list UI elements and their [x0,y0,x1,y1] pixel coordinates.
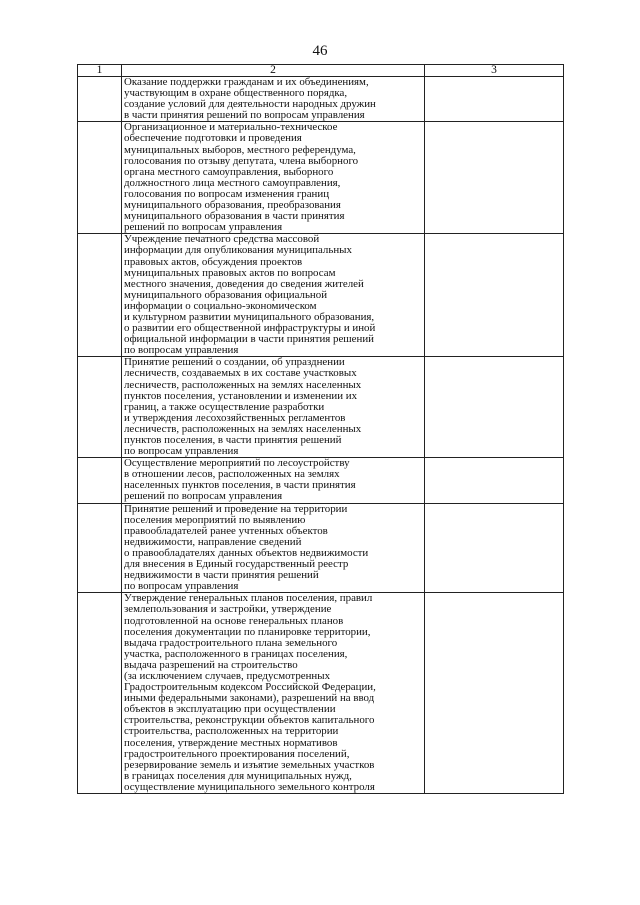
text-line: местного значения, доведения до сведения жителей [124,277,364,290]
power-description-cell [122,593,425,794]
text-line: и культурном развитии муниципального образования, [124,310,375,323]
number-cell [78,503,122,593]
table-header-row [78,65,564,77]
text-line: недвижимости в части принятия решений [124,569,319,582]
power-description-cell [122,503,425,593]
text-line: о развитии его общественной инфраструктуры и иной [124,322,376,335]
text-line: участвующим в охране общественного порядка, [124,87,348,100]
text-line: муниципального образования, преобразования [124,199,341,212]
table-row [78,458,564,503]
column-header-1: 1 [78,65,122,77]
text-line: для внесения в Единый государственный реестр [124,558,349,571]
power-description-cell [122,458,425,503]
page-number: 46 [312,43,328,59]
number-cell [78,357,122,458]
text-line: осуществление муниципального земельного контроля [124,780,375,793]
text-line: резервирование земель и изъятие земельных участков [124,758,375,771]
number-cell [78,234,122,357]
power-description-cell [122,357,425,458]
text-line: по вопросам управления [124,344,239,357]
text-line: муниципального образования официальной [124,288,328,301]
table-row [78,122,564,234]
text-line: решений по вопросам управления [124,221,283,234]
text-line: о правообладателях данных объектов недвижимости [124,546,369,559]
number-cell [78,458,122,503]
number-cell [78,593,122,794]
table-row [78,234,564,357]
text-line: Принятие решений о создании, об упразднении [124,356,345,369]
notes-cell [425,122,564,234]
text-line: правообладателей ранее учтенных объектов [124,524,328,537]
text-line: должностного лица местного самоуправления, [124,176,341,189]
text-line: муниципальных правовых актов по вопросам [124,266,336,279]
text-line: в части принятия решений по вопросам управления [124,109,365,122]
text-line: населенных пунктов поселения, в части принятия [124,479,356,492]
text-line: голосования по отзыву депутата, члена выборного [124,154,359,167]
number-cell [78,122,122,234]
text-line: обеспечение подготовки и проведения [124,132,302,145]
table-row [78,357,564,458]
text-line: голосования по вопросам изменения границ [124,187,330,200]
text-line: решений по вопросам управления [124,490,283,503]
text-line: выдача разрешений на строительство [124,658,298,671]
text-line: муниципальных выборов, местного референдума, [124,143,356,156]
text-line: Градостроительным кодексом Российской Федерации, [124,681,376,694]
text-line: в отношении лесов, расположенных на землях [124,468,340,481]
text-line: подготовленной на основе генеральных планов [124,614,344,627]
notes-cell [425,503,564,593]
text-line: в границах поселения для муниципальных нужд, [124,769,352,782]
text-line: (за исключением случаев, предусмотренных [124,669,331,682]
text-line: пунктов поселения, установлении и изменении их [124,389,358,402]
text-line: пунктов поселения, в части принятия решений [124,434,342,446]
text-line: Принятие решений и проведение на территории [124,502,348,515]
text-line: участка, расположенного в границах поселения, [124,647,348,660]
text-line: градостроительного проектирования поселений, [124,747,350,760]
text-line: создание условий для деятельности народных дружин [124,98,376,111]
text-line: органа местного самоуправления, выборного [124,165,334,178]
text-line: поселения документации по планировке территории, [124,625,371,638]
table-row [78,77,564,122]
text-line: выдача градостроительного плана земельного [124,636,338,649]
text-line: лесничеств, создаваемых в их составе участковых [124,367,357,380]
text-line: Учреждение печатного средства массовой [124,233,320,246]
text-line: муниципального образования в части принятия [124,210,345,223]
text-line: по вопросам управления [124,445,239,458]
text-line: границ, а также осуществление разработки [124,400,325,413]
text-line: Осуществление мероприятий по лесоустройству [124,457,350,470]
number-cell [78,77,122,122]
text-line: информации о социально-экономическом [124,299,317,312]
text-line: и утверждения лесохозяйственных регламентов [124,411,346,424]
text-line: землепользования и застройки, утверждение [124,603,332,616]
text-line: официальной информации в части принятия решений [124,333,375,346]
notes-cell [425,77,564,122]
table-row [78,593,564,794]
text-line: Организационное и материально-техническое [124,121,338,134]
text-line: лесничеств, расположенных на землях населенных [124,378,362,391]
table-body [78,77,564,794]
text-line: иными федеральными законами), разрешений на ввод [124,692,375,705]
text-line: поселения мероприятий по выявлению [124,513,306,526]
text-line: лесничеств, расположенных на землях населенных [124,422,362,435]
notes-cell [425,234,564,357]
power-description-cell [122,77,425,122]
text-line: правовых актов, обсуждения проектов [124,255,303,268]
text-line: Утверждение генеральных планов поселения, правил [124,592,373,605]
powers-table [77,64,564,794]
text-line: по вопросам управления [124,580,239,593]
text-line: информации для опубликования муниципальных [124,244,352,257]
table-row [78,503,564,593]
text-line: объектов в эксплуатацию при осуществлении [124,703,336,716]
column-header-2: 2 [122,65,425,77]
text-line: недвижимости, направление сведений [124,535,302,548]
notes-cell [425,593,564,794]
text-line: строительства, реконструкции объектов капитального [124,714,375,727]
column-header-3: 3 [425,65,564,77]
notes-cell [425,357,564,458]
notes-cell [425,458,564,503]
power-description-cell [122,234,425,357]
text-line: Оказание поддержки гражданам и их объединениям, [124,76,369,88]
text-line: поселения, утверждение местных нормативов [124,736,338,749]
power-description-cell [122,122,425,234]
text-line: строительства, расположенных на территории [124,725,339,738]
